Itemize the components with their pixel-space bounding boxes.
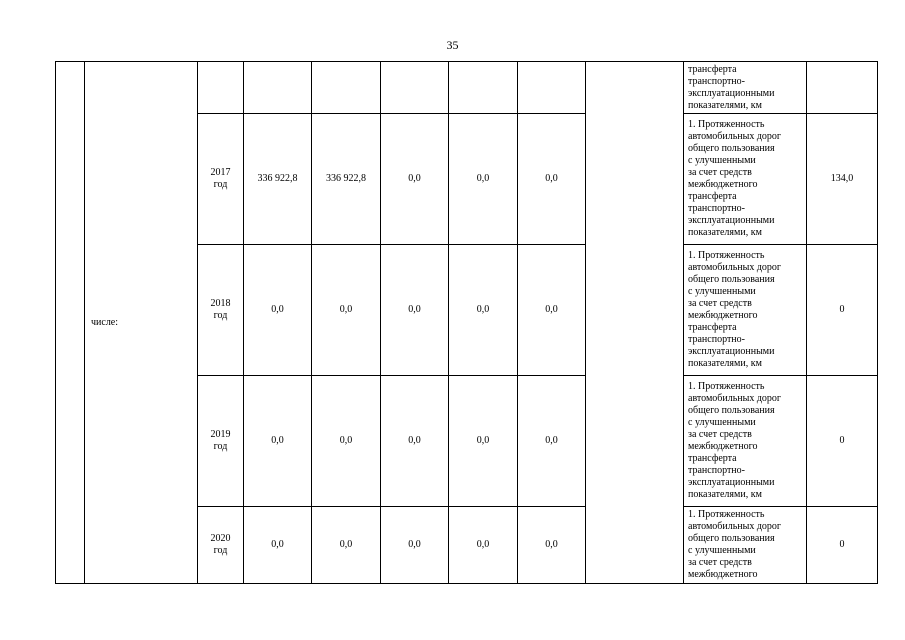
index-cell: [56, 62, 85, 584]
table-row-continuation: [56, 62, 878, 114]
value-cell: 0,0: [449, 376, 518, 507]
indicator-value: 0: [807, 245, 878, 376]
year-cell: 2018 год: [198, 245, 244, 376]
empty-cell: [807, 62, 878, 114]
value-cell: 336 922,8: [312, 114, 381, 245]
value-cell: 0,0: [518, 507, 586, 584]
year-cell: 2017 год: [198, 114, 244, 245]
indicator-description: трансферта транспортно- эксплуатационными показателями, км: [684, 62, 807, 114]
value-cell: 0,0: [449, 507, 518, 584]
year-cell: 2019 год: [198, 376, 244, 507]
indicator-description: 1. Протяженность автомобильных дорог общего пользования с улучшенными за счет средств межбюджетного трансферта транспортно- эксплуатационными показателями, км: [684, 114, 807, 245]
indicator-description: 1. Протяженность автомобильных дорог общего пользования с улучшенными за счет средств межбюджетного трансферта транспортно- эксплуатационными показателями, км: [684, 245, 807, 376]
value-cell: 0,0: [381, 245, 449, 376]
empty-cell: [518, 62, 586, 114]
executor-cell: [586, 62, 684, 584]
value-cell: 0,0: [381, 114, 449, 245]
indicator-value: 0: [807, 507, 878, 584]
value-cell: 336 922,8: [244, 114, 312, 245]
value-cell: 0,0: [244, 245, 312, 376]
empty-cell: [381, 62, 449, 114]
value-cell: 0,0: [381, 376, 449, 507]
program-table: [55, 61, 878, 584]
value-cell: 0,0: [518, 114, 586, 245]
value-cell: 0,0: [244, 507, 312, 584]
value-cell: 0,0: [518, 245, 586, 376]
value-cell: 0,0: [381, 507, 449, 584]
indicator-description: 1. Протяженность автомобильных дорог общего пользования с улучшенными за счет средств межбюджетного трансферта транспортно- эксплуатационными показателями, км: [684, 376, 807, 507]
indicator-value: 134,0: [807, 114, 878, 245]
empty-cell: [244, 62, 312, 114]
page-number: 35: [446, 38, 459, 52]
label-cell: числе:: [85, 62, 198, 584]
value-cell: 0,0: [518, 376, 586, 507]
indicator-description: 1. Протяженность автомобильных дорог общего пользования с улучшенными за счет средств межбюджетного: [684, 507, 807, 584]
value-cell: 0,0: [312, 245, 381, 376]
empty-cell: [312, 62, 381, 114]
empty-cell: [449, 62, 518, 114]
value-cell: 0,0: [312, 507, 381, 584]
value-cell: 0,0: [312, 376, 381, 507]
empty-cell: [198, 62, 244, 114]
year-cell: 2020 год: [198, 507, 244, 584]
value-cell: 0,0: [449, 245, 518, 376]
indicator-value: 0: [807, 376, 878, 507]
value-cell: 0,0: [449, 114, 518, 245]
value-cell: 0,0: [244, 376, 312, 507]
